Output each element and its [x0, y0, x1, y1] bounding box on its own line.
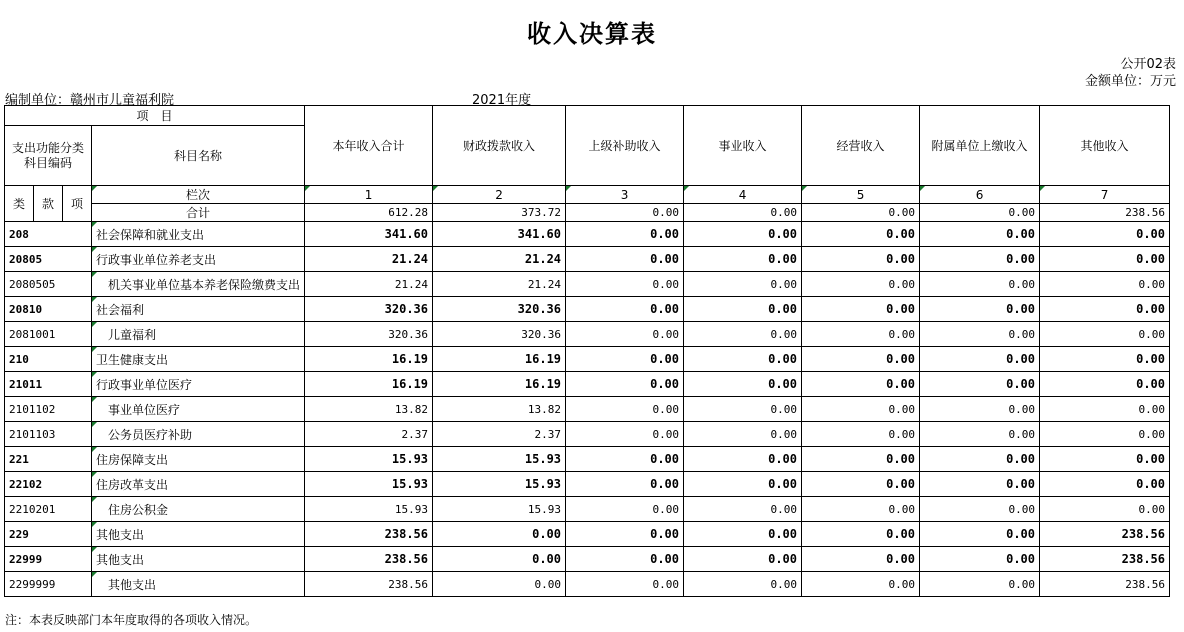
table-row: [5, 247, 1170, 272]
row-value: 2.37: [305, 422, 433, 447]
table-body: [5, 222, 1170, 597]
table-row: [5, 497, 1170, 522]
table-row: [5, 572, 1170, 597]
row-value: 0.00: [802, 397, 920, 422]
row-value: 21.24: [305, 247, 433, 272]
row-value: 0.00: [566, 497, 684, 522]
table-row: [5, 322, 1170, 347]
row-code: 2210201: [5, 497, 92, 522]
row-name: 住房公积金: [92, 497, 305, 522]
row-value: 0.00: [1040, 297, 1170, 322]
row-code: 21011: [5, 372, 92, 397]
row-value: 0.00: [1040, 422, 1170, 447]
col-number: 3: [566, 186, 684, 204]
col-number: 2: [433, 186, 566, 204]
row-code: 2299999: [5, 572, 92, 597]
row-value: 0.00: [566, 272, 684, 297]
row-value: 16.19: [433, 372, 566, 397]
row-value: 0.00: [802, 222, 920, 247]
col-number: 5: [802, 186, 920, 204]
row-code: 221: [5, 447, 92, 472]
row-value: 0.00: [684, 397, 802, 422]
col-header: 事业收入: [684, 106, 802, 186]
total-cell: 238.56: [1040, 204, 1170, 222]
organization-label: 编制单位：赣州市儿童福利院: [5, 93, 175, 108]
row-value: 0.00: [566, 397, 684, 422]
row-value: 15.93: [433, 497, 566, 522]
row-value: 0.00: [566, 222, 684, 247]
row-value: 0.00: [684, 547, 802, 572]
row-value: 0.00: [684, 497, 802, 522]
row-code: 20805: [5, 247, 92, 272]
row-value: 21.24: [433, 247, 566, 272]
row-value: 341.60: [433, 222, 566, 247]
row-value: 0.00: [1040, 497, 1170, 522]
kuan-header: 款: [34, 186, 63, 222]
row-value: 0.00: [802, 372, 920, 397]
row-value: 0.00: [684, 222, 802, 247]
row-value: 320.36: [433, 297, 566, 322]
row-value: 0.00: [920, 272, 1040, 297]
total-cell: 0.00: [920, 204, 1040, 222]
row-value: 0.00: [802, 572, 920, 597]
total-label: 合计: [92, 204, 305, 222]
row-code: 22102: [5, 472, 92, 497]
row-value: 0.00: [920, 222, 1040, 247]
row-value: 0.00: [920, 347, 1040, 372]
row-value: 0.00: [566, 422, 684, 447]
row-value: 0.00: [920, 322, 1040, 347]
table-row: [5, 547, 1170, 572]
row-value: 0.00: [920, 572, 1040, 597]
row-value: 0.00: [802, 472, 920, 497]
row-value: 0.00: [566, 572, 684, 597]
row-value: 0.00: [684, 297, 802, 322]
row-value: 0.00: [684, 522, 802, 547]
fiscal-year: 2021年度: [472, 93, 532, 108]
table-row: [5, 272, 1170, 297]
row-code: 229: [5, 522, 92, 547]
row-code: 208: [5, 222, 92, 247]
col-label: 栏次: [92, 186, 305, 204]
row-value: 238.56: [305, 522, 433, 547]
row-name: 其他支出: [92, 572, 305, 597]
row-name: 卫生健康支出: [92, 347, 305, 372]
row-value: 0.00: [1040, 322, 1170, 347]
total-cell: 373.72: [433, 204, 566, 222]
row-value: 0.00: [566, 522, 684, 547]
row-value: 0.00: [802, 422, 920, 447]
row-value: 0.00: [802, 347, 920, 372]
row-value: 0.00: [684, 572, 802, 597]
total-cell: 0.00: [566, 204, 684, 222]
row-code: 22999: [5, 547, 92, 572]
row-value: 0.00: [684, 247, 802, 272]
row-name: 事业单位医疗: [92, 397, 305, 422]
name-header: 科目名称: [92, 126, 305, 186]
row-code: 2101103: [5, 422, 92, 447]
row-value: 238.56: [305, 547, 433, 572]
table-row: [5, 447, 1170, 472]
table-row: [5, 347, 1170, 372]
row-value: 0.00: [802, 322, 920, 347]
row-code: 2081001: [5, 322, 92, 347]
row-value: 16.19: [305, 347, 433, 372]
row-name: 住房改革支出: [92, 472, 305, 497]
row-name: 公务员医疗补助: [92, 422, 305, 447]
item-header: 项 目: [5, 106, 305, 126]
row-value: 0.00: [566, 372, 684, 397]
row-value: 0.00: [1040, 272, 1170, 297]
row-value: 0.00: [920, 397, 1040, 422]
col-header: 本年收入合计: [305, 106, 433, 186]
table-row: [5, 472, 1170, 497]
amount-unit: 金额单位：万元: [1084, 74, 1176, 89]
col-number: 1: [305, 186, 433, 204]
row-value: 13.82: [433, 397, 566, 422]
col-number: 7: [1040, 186, 1170, 204]
row-value: 0.00: [684, 272, 802, 297]
row-code: 2080505: [5, 272, 92, 297]
row-value: 0.00: [802, 247, 920, 272]
row-code: 2101102: [5, 397, 92, 422]
row-value: 0.00: [920, 297, 1040, 322]
row-value: 15.93: [305, 447, 433, 472]
total-cell: 0.00: [802, 204, 920, 222]
table-row: [5, 372, 1170, 397]
col-header: 附属单位上缴收入: [920, 106, 1040, 186]
row-value: 0.00: [920, 522, 1040, 547]
row-value: 16.19: [305, 372, 433, 397]
row-code: 210: [5, 347, 92, 372]
row-value: 0.00: [566, 347, 684, 372]
row-value: 0.00: [684, 447, 802, 472]
row-value: 0.00: [802, 497, 920, 522]
row-value: 238.56: [1040, 547, 1170, 572]
row-value: 0.00: [802, 272, 920, 297]
row-value: 0.00: [920, 472, 1040, 497]
income-table: [4, 105, 1170, 597]
col-number: 6: [920, 186, 1040, 204]
row-value: 0.00: [684, 347, 802, 372]
row-value: 0.00: [566, 297, 684, 322]
row-value: 21.24: [433, 272, 566, 297]
row-name: 机关事业单位基本养老保险缴费支出: [92, 272, 305, 297]
row-value: 0.00: [684, 322, 802, 347]
total-cell: 0.00: [684, 204, 802, 222]
row-value: 0.00: [433, 572, 566, 597]
row-name: 其他支出: [92, 522, 305, 547]
row-value: 320.36: [305, 297, 433, 322]
row-value: 0.00: [566, 472, 684, 497]
row-value: 0.00: [1040, 447, 1170, 472]
footnote: 注：本表反映部门本年度取得的各项收入情况。: [5, 613, 258, 627]
total-cell: 612.28: [305, 204, 433, 222]
col-header: 经营收入: [802, 106, 920, 186]
page-title: 收入决算表: [527, 20, 657, 48]
row-value: 0.00: [1040, 347, 1170, 372]
code-group-header: 支出功能分类科目编码: [5, 126, 92, 186]
row-value: 0.00: [684, 422, 802, 447]
row-value: 0.00: [920, 372, 1040, 397]
row-value: 0.00: [433, 522, 566, 547]
row-value: 0.00: [433, 547, 566, 572]
row-name: 行政事业单位医疗: [92, 372, 305, 397]
row-value: 0.00: [920, 497, 1040, 522]
row-value: 238.56: [305, 572, 433, 597]
row-value: 0.00: [802, 547, 920, 572]
row-value: 16.19: [433, 347, 566, 372]
col-header: 其他收入: [1040, 106, 1170, 186]
row-value: 0.00: [802, 297, 920, 322]
row-value: 15.93: [305, 472, 433, 497]
lei-header: 类: [5, 186, 34, 222]
row-value: 341.60: [305, 222, 433, 247]
row-value: 0.00: [802, 447, 920, 472]
table-row: [5, 222, 1170, 247]
row-value: 0.00: [920, 447, 1040, 472]
row-name: 社会福利: [92, 297, 305, 322]
form-number: 公开02表: [1120, 57, 1176, 72]
row-value: 0.00: [920, 247, 1040, 272]
row-value: 0.00: [1040, 372, 1170, 397]
row-value: 2.37: [433, 422, 566, 447]
row-value: 13.82: [305, 397, 433, 422]
row-value: 238.56: [1040, 522, 1170, 547]
row-value: 0.00: [566, 447, 684, 472]
row-value: 0.00: [802, 522, 920, 547]
row-value: 0.00: [920, 547, 1040, 572]
table-row: [5, 422, 1170, 447]
row-value: 0.00: [1040, 247, 1170, 272]
row-value: 0.00: [920, 422, 1040, 447]
table-row: [5, 397, 1170, 422]
row-value: 238.56: [1040, 572, 1170, 597]
row-name: 住房保障支出: [92, 447, 305, 472]
row-value: 15.93: [433, 447, 566, 472]
row-code: 20810: [5, 297, 92, 322]
row-value: 0.00: [684, 472, 802, 497]
table-row: [5, 297, 1170, 322]
row-name: 儿童福利: [92, 322, 305, 347]
row-value: 0.00: [684, 372, 802, 397]
row-value: 0.00: [1040, 472, 1170, 497]
xiang-header: 项: [63, 186, 92, 222]
row-value: 21.24: [305, 272, 433, 297]
row-value: 0.00: [1040, 222, 1170, 247]
col-header: 上级补助收入: [566, 106, 684, 186]
table-row: [5, 522, 1170, 547]
row-value: 15.93: [305, 497, 433, 522]
row-name: 其他支出: [92, 547, 305, 572]
row-value: 320.36: [305, 322, 433, 347]
row-name: 社会保障和就业支出: [92, 222, 305, 247]
row-value: 15.93: [433, 472, 566, 497]
row-value: 0.00: [1040, 397, 1170, 422]
row-name: 行政事业单位养老支出: [92, 247, 305, 272]
row-value: 0.00: [566, 247, 684, 272]
row-value: 0.00: [566, 547, 684, 572]
col-header: 财政拨款收入: [433, 106, 566, 186]
row-value: 0.00: [566, 322, 684, 347]
col-number: 4: [684, 186, 802, 204]
row-value: 320.36: [433, 322, 566, 347]
